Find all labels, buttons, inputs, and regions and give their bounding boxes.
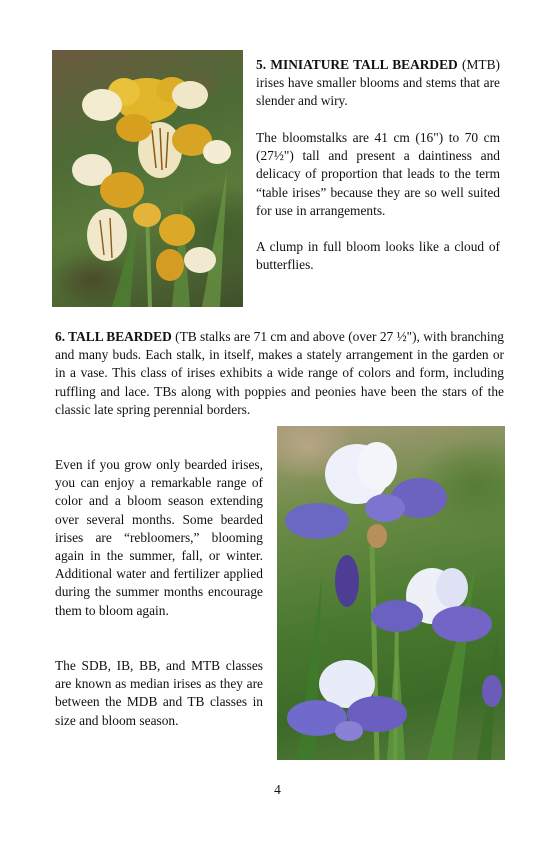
section5-intro	[256, 56, 500, 111]
section6-heading: 6. TALL BEARDED	[55, 329, 172, 344]
section6-paragraph-2: Even if you grow only bearded irises, you can enjoy a remarkable range of color and a bloom season extending over several months. Some bearded irises are “rebloomers,” blooming again in the summer, fall, or winter. Additional water and fertilizer applied during the summer months encourage them to bloom again.	[55, 457, 263, 618]
purple-iris-photo	[277, 426, 505, 760]
section5-heading: 5. MINIATURE TALL BEARDED	[256, 57, 458, 72]
section5-paragraph-2: The bloomstalks are 41 cm (16") to 70 cm (27½") tall and present a daintiness and delicacy of proportion that leads to the term “table irises” because they are so well suited for use in arrangements.	[256, 130, 500, 218]
section5-intro-text: (MTB) irises have smaller blooms and stems that are slender and wiry.	[256, 57, 500, 109]
yellow-iris-photo	[52, 50, 243, 307]
section6-paragraph-3: The SDB, IB, BB, and MTB classes are known as median irises as they are between the MDB and TB classes in size and bloom season.	[55, 658, 263, 728]
section6-intro-text: (TB stalks are 71 cm and above (over 27 ½"), with branching and many buds. Each stalk, in itself, makes a stately arrangement in the garden or in a vase. This class of irises exhibits a wide range of colors and form, including ruffling and lace. TBs along with poppies and peonies have been the stars of the classic late spring perennial borders.	[55, 329, 504, 417]
section6-intro	[55, 328, 504, 419]
page-number: 4	[274, 782, 281, 797]
section5-paragraph-3: A clump in full bloom looks like a cloud of butterflies.	[256, 239, 500, 273]
